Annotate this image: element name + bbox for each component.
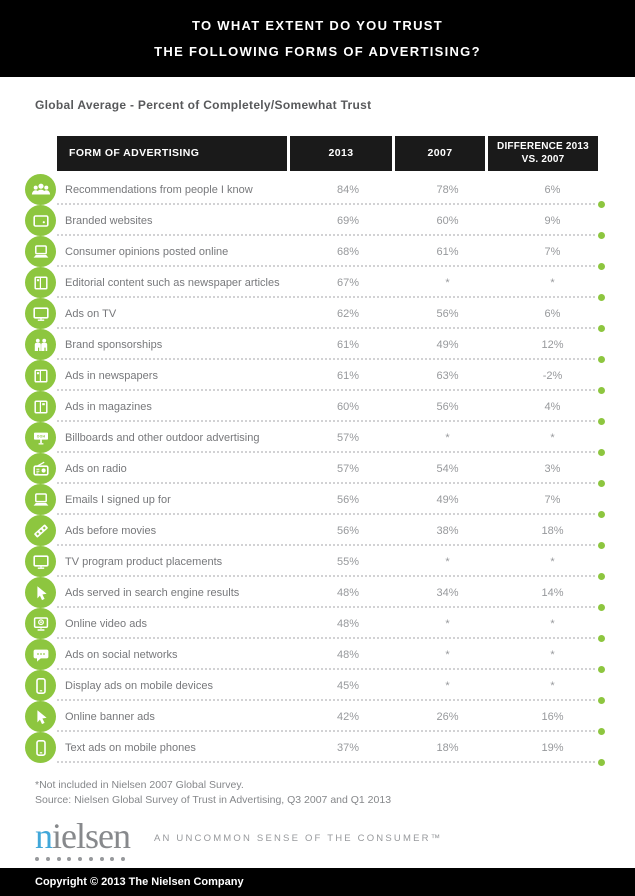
table-row xyxy=(25,515,609,546)
row-value-2007: * xyxy=(445,648,450,661)
row-value-2007: * xyxy=(445,431,450,444)
row-label: Ads on social networks xyxy=(65,648,178,661)
table-row xyxy=(25,205,609,236)
row-value-difference: 4% xyxy=(544,400,561,413)
row-end-dot xyxy=(598,449,605,456)
row-value-difference: * xyxy=(550,617,555,630)
row-label: TV program product placements xyxy=(65,555,223,568)
table-row xyxy=(25,453,609,484)
magazine-icon xyxy=(25,391,56,422)
row-value-2013: 84% xyxy=(336,183,360,196)
table-row xyxy=(25,577,609,608)
mobile-phone-icon xyxy=(25,732,56,763)
row-end-dot xyxy=(598,232,605,239)
trust-table xyxy=(25,136,609,763)
row-value-difference: 16% xyxy=(541,710,564,723)
cursor-icon xyxy=(25,701,56,732)
row-value-difference: * xyxy=(550,648,555,661)
nielsen-logo-dots xyxy=(35,857,125,861)
copyright-bar: Copyright © 2013 The Nielsen Company xyxy=(0,868,635,896)
row-value-2013: 61% xyxy=(336,369,360,382)
row-value-difference: * xyxy=(550,276,555,289)
nielsen-logo-block xyxy=(35,816,635,861)
table-body xyxy=(25,174,609,763)
column-header-2013: 2013 xyxy=(290,136,392,171)
row-end-dot xyxy=(598,201,605,208)
nielsen-tagline: AN UNCOMMON SENSE OF THE CONSUMER™ xyxy=(153,833,443,844)
newspaper-icon xyxy=(25,267,56,298)
row-value-2007: 38% xyxy=(436,524,459,537)
row-end-dot xyxy=(598,480,605,487)
row-label: Ads served in search engine results xyxy=(65,586,240,599)
nielsen-wordmark-n: n xyxy=(35,816,52,856)
row-value-2013: 56% xyxy=(336,524,360,537)
footnotes xyxy=(35,778,635,808)
footnote-asterisk: *Not included in Nielsen 2007 Global Survey. xyxy=(35,779,244,791)
table-row xyxy=(25,484,609,515)
row-value-2013: 67% xyxy=(336,276,360,289)
row-end-dot xyxy=(598,325,605,332)
table-row xyxy=(25,236,609,267)
nielsen-logo xyxy=(35,816,130,861)
row-label: Online banner ads xyxy=(65,710,155,723)
row-label: Ads in newspapers xyxy=(65,369,158,382)
table-row xyxy=(25,732,609,763)
table-row xyxy=(25,360,609,391)
row-value-2013: 48% xyxy=(336,648,360,661)
row-label: Editorial content such as newspaper articles xyxy=(65,276,280,289)
cursor-icon xyxy=(25,577,56,608)
title-line-2: THE FOLLOWING FORMS OF ADVERTISING? xyxy=(154,44,481,59)
row-value-difference: 9% xyxy=(544,214,561,227)
row-value-difference: 6% xyxy=(544,307,561,320)
table-row xyxy=(25,174,609,205)
mobile-phone-icon xyxy=(25,670,56,701)
row-label: Display ads on mobile devices xyxy=(65,679,213,692)
row-label: Ads on TV xyxy=(65,307,117,320)
table-row xyxy=(25,422,609,453)
laptop-icon xyxy=(25,236,56,267)
chart-subtitle: Global Average - Percent of Completely/Somewhat Trust xyxy=(35,98,372,112)
title-banner xyxy=(0,0,635,77)
row-value-2007: 49% xyxy=(436,493,459,506)
row-value-2007: * xyxy=(445,679,450,692)
row-end-dot xyxy=(598,294,605,301)
people-icon xyxy=(25,174,56,205)
row-end-dot xyxy=(598,418,605,425)
row-label: Recommendations from people I know xyxy=(65,183,253,196)
row-label: Billboards and other outdoor advertising xyxy=(65,431,260,444)
table-row xyxy=(25,267,609,298)
table-row xyxy=(25,639,609,670)
row-label: Brand sponsorships xyxy=(65,338,163,351)
row-end-dot xyxy=(598,697,605,704)
video-player-icon xyxy=(25,608,56,639)
tv-icon xyxy=(25,298,56,329)
row-value-2013: 62% xyxy=(336,307,360,320)
table-row xyxy=(25,298,609,329)
row-value-2007: 63% xyxy=(436,369,459,382)
row-value-2013: 56% xyxy=(336,493,360,506)
radio-icon xyxy=(25,453,56,484)
row-value-2007: * xyxy=(445,555,450,568)
row-value-difference: 19% xyxy=(541,741,564,754)
row-value-2013: 48% xyxy=(336,617,360,630)
row-end-dot xyxy=(598,356,605,363)
table-row xyxy=(25,546,609,577)
row-label: Online video ads xyxy=(65,617,147,630)
row-end-dot xyxy=(598,511,605,518)
row-end-dot xyxy=(598,542,605,549)
row-value-2013: 61% xyxy=(336,338,360,351)
row-value-difference: * xyxy=(550,555,555,568)
row-value-2013: 42% xyxy=(336,710,360,723)
row-value-2013: 45% xyxy=(336,679,360,692)
footnote-source: Source: Nielsen Global Survey of Trust in Advertising, Q3 2007 and Q1 2013 xyxy=(35,794,392,806)
row-value-2007: 56% xyxy=(436,307,459,320)
row-value-difference: 14% xyxy=(541,586,564,599)
tv-icon xyxy=(25,546,56,577)
row-end-dot xyxy=(598,573,605,580)
row-label: Ads on radio xyxy=(65,462,127,475)
row-label: Consumer opinions posted online xyxy=(65,245,229,258)
row-value-difference: 6% xyxy=(544,183,561,196)
row-end-dot xyxy=(598,387,605,394)
row-value-2007: 56% xyxy=(436,400,459,413)
title-line-1: TO WHAT EXTENT DO YOU TRUST xyxy=(191,18,444,33)
row-value-2013: 68% xyxy=(336,245,360,258)
column-header-form-of-advertising: FORM OF ADVERTISING xyxy=(57,136,287,171)
row-label: Emails I signed up for xyxy=(65,493,171,506)
row-value-difference: * xyxy=(550,679,555,692)
row-value-2013: 37% xyxy=(336,741,360,754)
table-row xyxy=(25,329,609,360)
row-label: Ads before movies xyxy=(65,524,157,537)
laptop-icon xyxy=(25,484,56,515)
row-label: Branded websites xyxy=(65,214,153,227)
row-end-dot xyxy=(598,263,605,270)
row-value-2007: 26% xyxy=(436,710,459,723)
filmstrip-icon xyxy=(25,515,56,546)
row-value-difference: 7% xyxy=(544,245,561,258)
row-label: Text ads on mobile phones xyxy=(65,741,196,754)
nielsen-wordmark xyxy=(35,816,130,856)
table-row xyxy=(25,701,609,732)
row-value-2013: 57% xyxy=(336,431,360,444)
row-end-dot xyxy=(598,759,605,766)
column-header-2007: 2007 xyxy=(395,136,485,171)
svg-text:OOH: OOH xyxy=(36,433,45,438)
row-value-2013: 60% xyxy=(336,400,360,413)
row-value-2013: 69% xyxy=(336,214,360,227)
row-value-2007: 60% xyxy=(436,214,459,227)
row-value-2007: 49% xyxy=(436,338,459,351)
row-value-2013: 55% xyxy=(336,555,360,568)
table-row xyxy=(25,391,609,422)
table-header-row xyxy=(57,136,609,171)
sponsorship-flags-icon xyxy=(25,329,56,360)
table-row xyxy=(25,670,609,701)
row-label: Ads in magazines xyxy=(65,400,152,413)
row-value-2007: 61% xyxy=(436,245,459,258)
row-value-difference: 18% xyxy=(541,524,564,537)
row-value-2007: 78% xyxy=(436,183,459,196)
row-end-dot xyxy=(598,666,605,673)
table-row xyxy=(25,608,609,639)
browser-window-icon xyxy=(25,205,56,236)
row-value-difference: 12% xyxy=(541,338,564,351)
row-value-difference: * xyxy=(550,431,555,444)
row-end-dot xyxy=(598,728,605,735)
newspaper-icon xyxy=(25,360,56,391)
row-value-2007: * xyxy=(445,276,450,289)
billboard-icon xyxy=(25,422,56,453)
nielsen-wordmark-rest: ielsen xyxy=(52,816,130,856)
speech-bubble-icon xyxy=(25,639,56,670)
row-value-2007: 34% xyxy=(436,586,459,599)
row-value-2007: * xyxy=(445,617,450,630)
row-value-difference: 3% xyxy=(544,462,561,475)
row-value-2013: 57% xyxy=(336,462,360,475)
row-value-difference: -2% xyxy=(542,369,563,382)
row-end-dot xyxy=(598,635,605,642)
row-value-difference: 7% xyxy=(544,493,561,506)
column-header-difference: DIFFERENCE 2013 VS. 2007 xyxy=(488,136,598,171)
row-value-2013: 48% xyxy=(336,586,360,599)
row-value-2007: 54% xyxy=(436,462,459,475)
row-value-2007: 18% xyxy=(436,741,459,754)
row-end-dot xyxy=(598,604,605,611)
